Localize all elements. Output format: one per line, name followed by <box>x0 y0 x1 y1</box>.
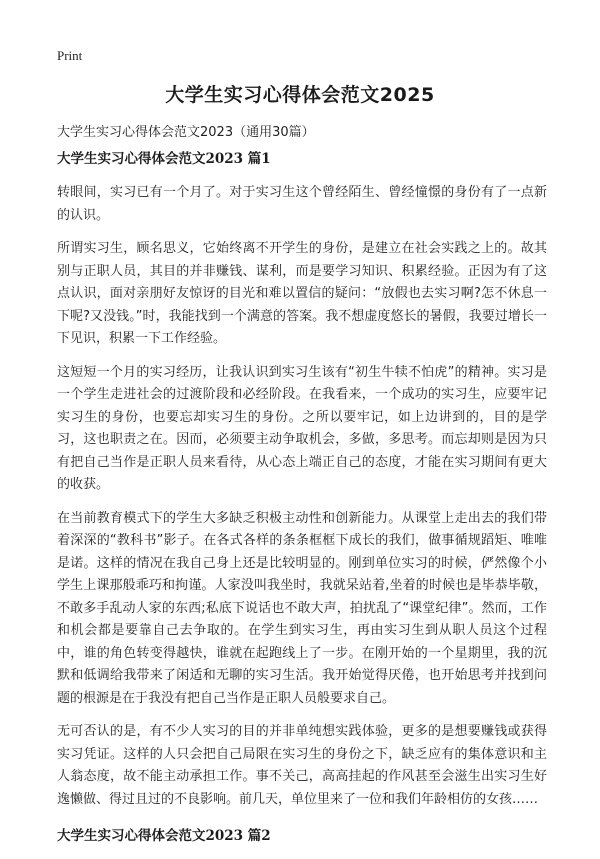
article-body <box>57 148 547 859</box>
paragraph: 这短短一个月的实习经历，让我认识到实习生该有“初生牛犊不怕虎”的精神。实习是一个学生走进社会的过渡阶段和必经阶段。在我看来，一个成功的实习生，应要牢记实习生的身份，也要忘却实习生的身份。之所以要牢记，如上边讲到的，目的是学习，这也职责之在。因而，必须要主动争取机会，多做，多思考。而忘却则是因为只有把自己当作是正职人员来看待，从心态上端正自己的态度，才能在实习期间有更大的收获。 <box>57 364 547 492</box>
subtitle: 大学生实习心得体会范文2023（通用30篇） <box>57 125 315 140</box>
paragraph: 在当前教育模式下的学生大多缺乏积极主动性和创新能力。从课堂上走出去的我们带着深深的“教科书”影子。在各式各样的条条框框下成长的我们，做事循规蹈矩、唯唯是诺。这样的情况在我自己身上还是比较明显的。刚到单位实习的时候，俨然像个小学生上课那般乖巧和拘谨。人家没叫我坐时，我就呆站着,坐着的时候也是毕恭毕敬，不敢多手乱动人家的东西;私底下说话也不敢大声，拍扰乱了“课堂纪律”。然而，工作和机会都是要靠自己去争取的。在学生到实习生，再由实习生到从职人员这个过程中，谁的角色转变得越快，谁就在起跑线上了一步。在刚开始的一个星期里，我的沉默和低调给我带来了闲适和无聊的实习生活。我开始觉得厌倦，也开始思考并找到问题的根源是在于我没有把自己当作是正职人员般要求自己。 <box>57 510 547 706</box>
paragraph: 所谓实习生，顾名思义，它始终离不开学生的身份，是建立在社会实践之上的。故其别与正职人员，其目的并非赚钱、谋利，而是要学习知识、积累经验。正因为有了这点认识，面对亲朋好友惊讶的目光和难以置信的疑问：“放假也去实习啊?怎不休息一下呢?又没钱。”时，我能找到一个满意的答案。我不想虚度悠长的暑假，我要过增长一下见识，积累一下工作经验。 <box>57 241 547 346</box>
page-title: 大学生实习心得体会范文2025 <box>165 84 435 106</box>
section-heading: 大学生实习心得体会范文2023 篇1 <box>57 151 271 167</box>
section-heading: 大学生实习心得体会范文2023 篇2 <box>57 828 271 844</box>
paragraph: 转眼间，实习已有一个月了。对于实习生这个曾经陌生、曾经憧憬的身份有了一点新的认识。 <box>57 185 547 223</box>
paragraph: 无可否认的是，有不少人实习的目的并非单纯想实践体验，更多的是想要赚钱或获得实习凭证。这样的人只会把自己局限在实习生的身份之下，缺乏应有的集体意识和主人翁态度，故不能主动承担工作。事不关己，高高挂起的作风甚至会滋生出实习生好逸懒做、得过且过的不良影响。前几天，单位里来了一位和我们年龄相仿的女孩…… <box>57 724 547 807</box>
print-link[interactable]: Print <box>57 48 83 63</box>
